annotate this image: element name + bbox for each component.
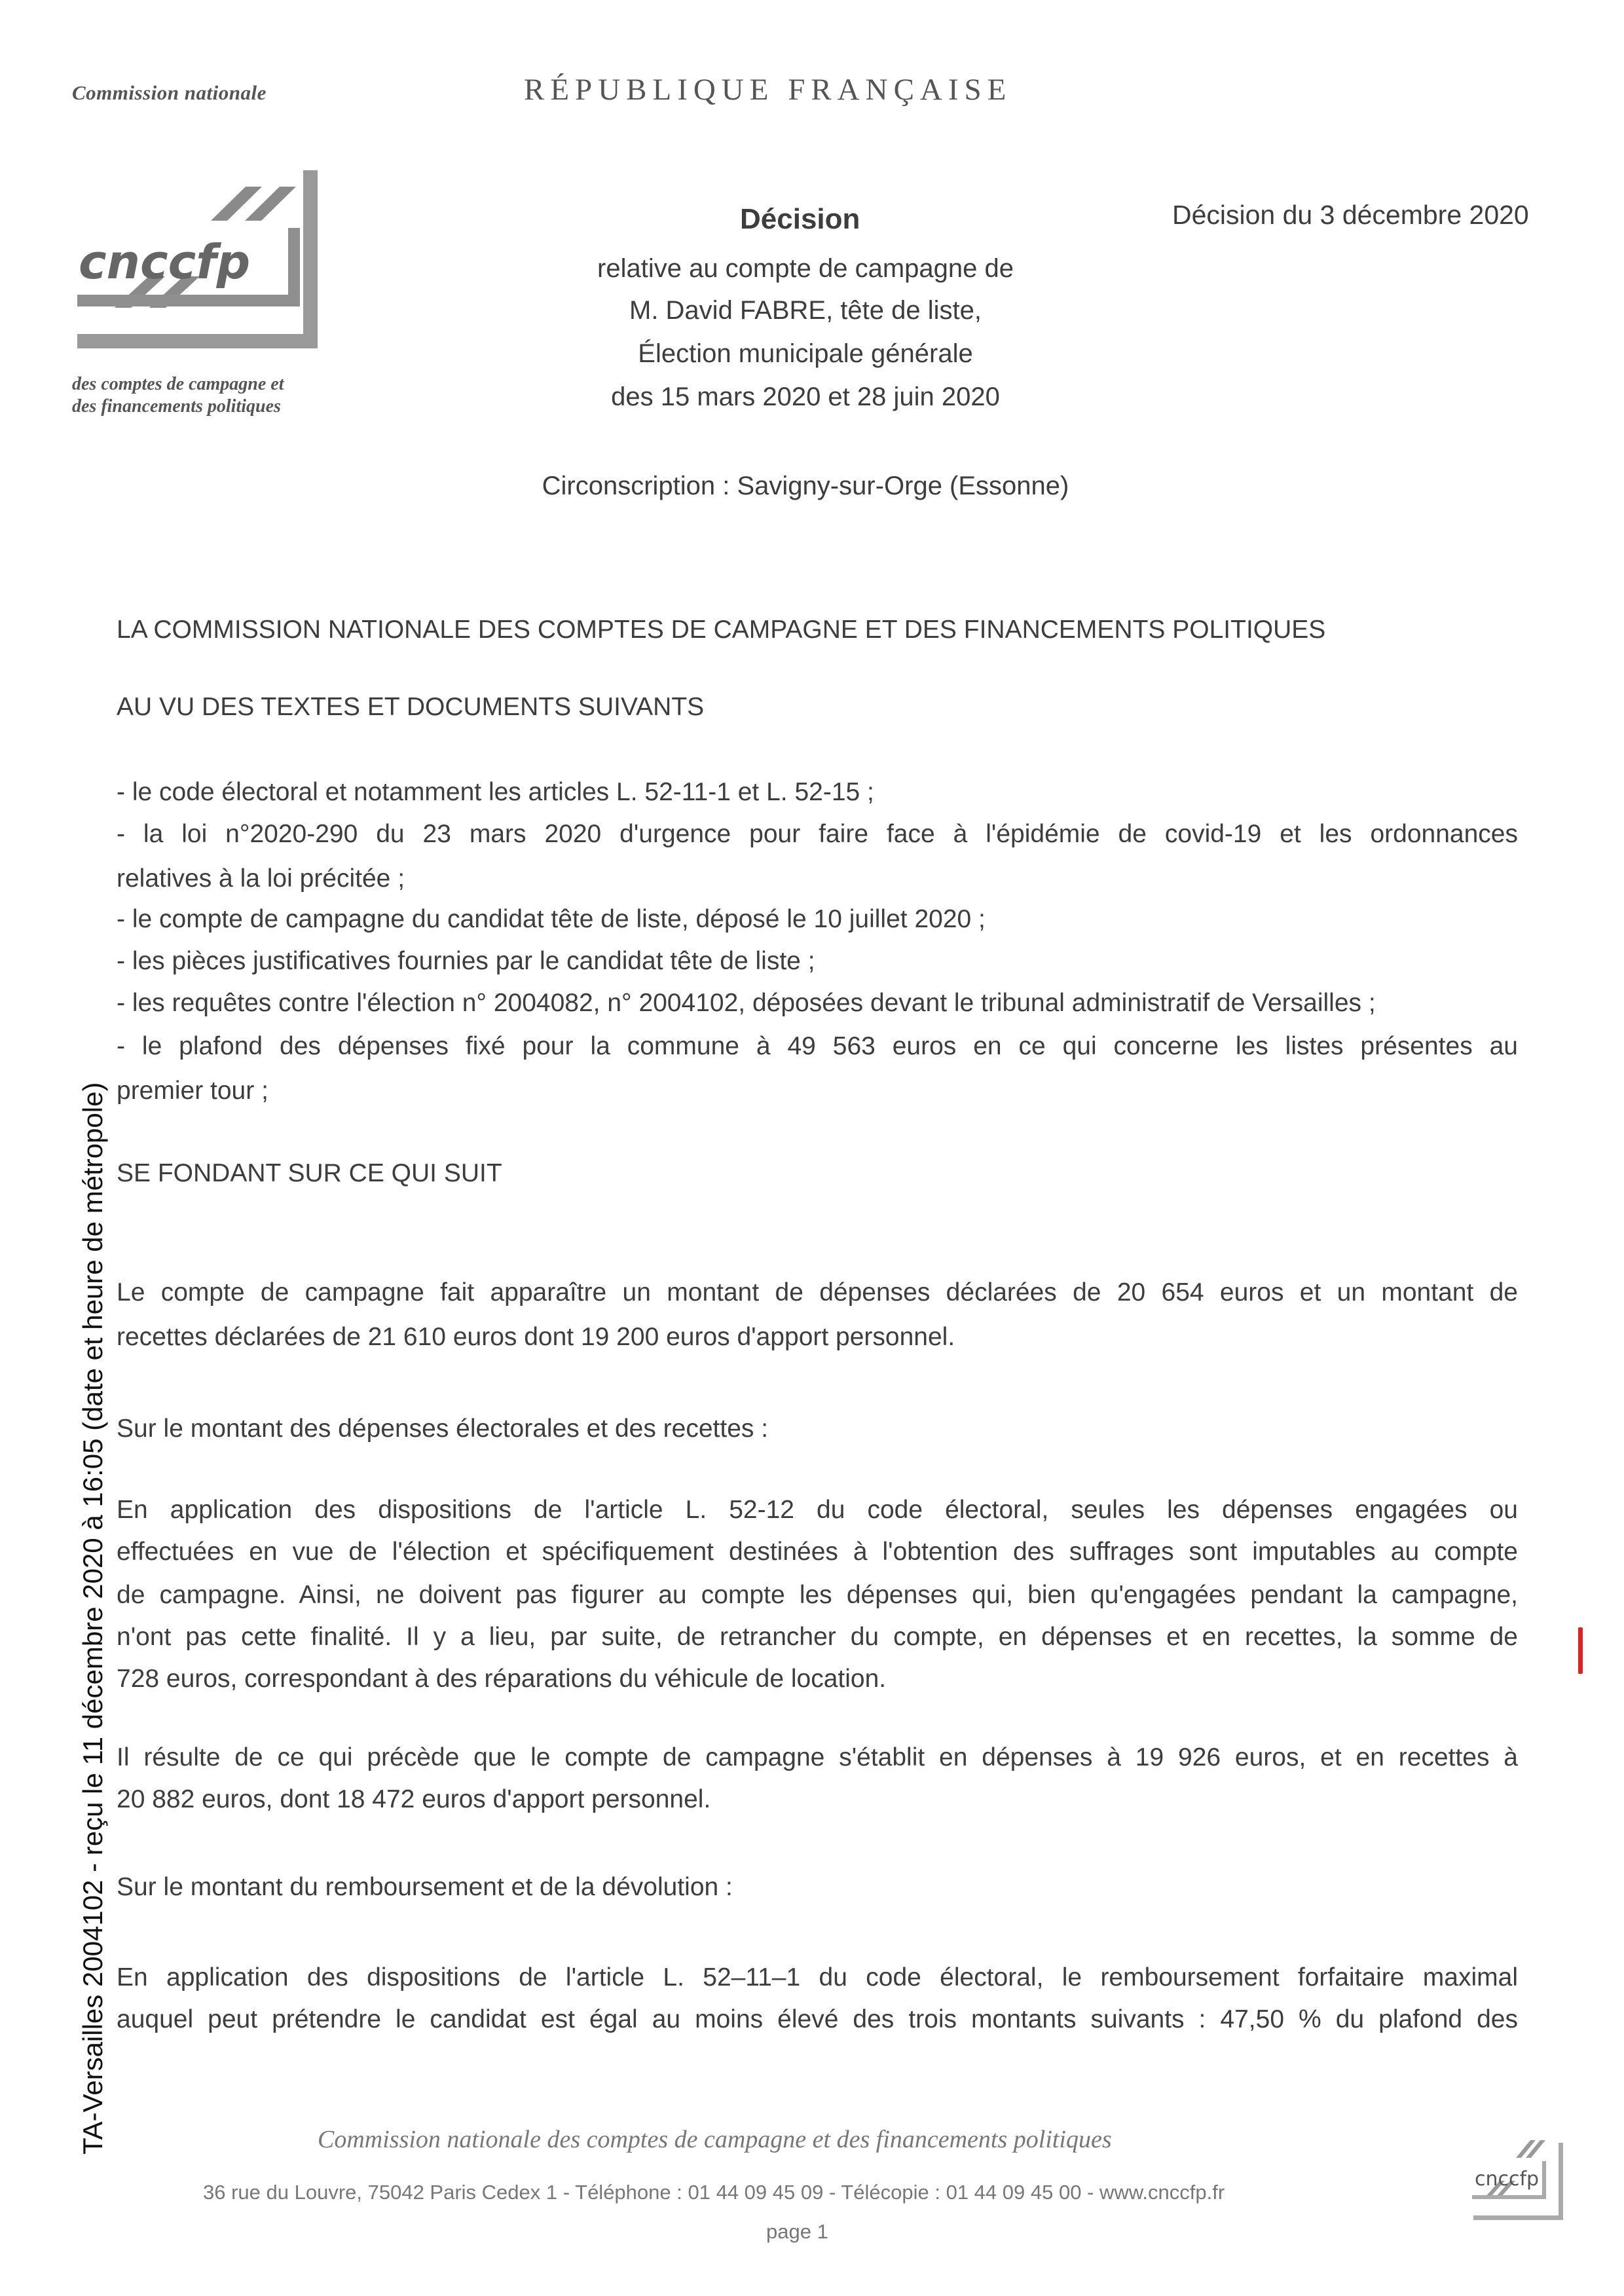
logo-bottom-line: des comptes de campagne et (72, 374, 284, 394)
footer-logo-word: cnccfp (1475, 2168, 1540, 2191)
vu-item: - les pièces justificatives fournies par le candidat tête de liste ; (117, 947, 815, 975)
logo-inner-hbar (77, 295, 300, 306)
logo-outer-vbar (303, 170, 318, 344)
vu-heading: AU VU DES TEXTES ET DOCUMENTS SUIVANTS (117, 693, 705, 721)
vu-item: - la loi n°2020-290 du 23 mars 2020 d'urgence pour faire face à l'épidémie de covid-19 et les ordonnances (117, 820, 1518, 848)
logo-outer-vbar (1559, 2143, 1563, 2220)
commission-heading: LA COMMISSION NATIONALE DES COMPTES DE CAMPAGNE ET DES FINANCEMENTS POLITIQUES (117, 616, 1326, 644)
para3-line: Il résulte de ce qui précède que le compte de campagne s'établit en dépenses à 19 926 euros, et en recettes à (117, 1743, 1518, 1771)
para4-line: auquel peut prétendre le candidat est égal au moins élevé des trois montants suivants : 47,50 % du plafond des (117, 2005, 1518, 2033)
logo-inner-hbar (1472, 2195, 1546, 2199)
section-depenses-heading: Sur le montant des dépenses électorales et des recettes : (117, 1415, 769, 1443)
footer-address: 36 rue du Louvre, 75042 Paris Cedex 1 - Téléphone : 01 44 09 45 09 - Télécopie : 01 44 09 45 00 - www.cnccfp.fr (203, 2181, 1225, 2204)
para1-line: Le compte de campagne fait apparaître un montant de dépenses déclarées de 20 654 euros et un montant de (117, 1278, 1518, 1306)
para1-line: recettes déclarées de 21 610 euros dont 19 200 euros d'apport personnel. (117, 1323, 955, 1351)
logo-bottom-line: des financements politiques (72, 396, 281, 417)
para2-line: 728 euros, correspondant à des réparations du véhicule de location. (117, 1665, 887, 1693)
para2-line: de campagne. Ainsi, ne doivent pas figurer au compte les dépenses qui, bien qu'engagées pendant la campagne, (117, 1581, 1518, 1609)
vu-item: - le plafond des dépenses fixé pour la commune à 49 563 euros en ce qui concerne les listes présentes au (117, 1032, 1518, 1060)
red-margin-mark (1578, 1627, 1583, 1674)
logo-bottom-text (72, 373, 284, 418)
para4-line: En application des dispositions de l'article L. 52–11–1 du code électoral, le remboursement forfaitaire maximal (117, 1963, 1518, 1991)
logo-top-text: Commission nationale (72, 81, 267, 104)
decision-subtitle (511, 0, 1100, 524)
logo-word: cnccfp (79, 234, 251, 289)
decision-title: Décision (740, 203, 860, 235)
republique-francaise-heading: RÉPUBLIQUE FRANÇAISE (524, 73, 1012, 107)
section-remboursement-heading: Sur le montant du remboursement et de la dévolution : (117, 1873, 733, 1901)
cnccfp-logo (72, 111, 321, 363)
subtitle-line: des 15 mars 2020 et 28 juin 2020 (611, 382, 1000, 411)
decision-date: Décision du 3 décembre 2020 (1172, 200, 1529, 230)
vu-item: premier tour ; (117, 1077, 268, 1105)
para2-line: n'ont pas cette finalité. Il y a lieu, par suite, de retrancher du compte, en dépenses et en recettes, la somme de (117, 1623, 1518, 1651)
para2-line: En application des dispositions de l'article L. 52-12 du code électoral, seules les dépenses engagées ou (117, 1496, 1518, 1524)
logo-outer-hbar (77, 334, 318, 348)
subtitle-line: M. David FABRE, tête de liste, (629, 296, 982, 325)
para2-line: effectuées en vue de l'élection et spécifiquement destinées à l'obtention des suffrages sont imputables au compte (117, 1538, 1518, 1566)
vu-item: - le compte de campagne du candidat tête de liste, déposé le 10 juillet 2020 ; (117, 905, 986, 933)
subtitle-line: relative au compte de campagne de (597, 254, 1014, 283)
vu-item: - les requêtes contre l'élection n° 2004082, n° 2004102, déposées devant le tribunal administratif de Versailles ; (117, 989, 1376, 1017)
footer-cnccfp-logo (1454, 2128, 1572, 2233)
circonscription: Circonscription : Savigny-sur-Orge (Essonne) (542, 472, 1069, 500)
footer-commission-name: Commission nationale des comptes de campagne et des financements politiques (318, 2126, 1112, 2153)
para3-line: 20 882 euros, dont 18 472 euros d'apport personnel. (117, 1785, 711, 1813)
logo-outer-hbar (1473, 2215, 1563, 2220)
subtitle-line: Élection municipale générale (638, 339, 973, 368)
page-number: page 1 (766, 2220, 828, 2243)
vu-item: - le code électoral et notamment les articles L. 52-11-1 et L. 52-15 ; (117, 778, 874, 806)
reception-stamp: TA-Versailles 2004102 - reçu le 11 décembre 2020 à 16:05 (date et heure de métropole) (77, 1082, 108, 2155)
logo-inner-vbar (1542, 2161, 1546, 2199)
vu-item: relatives à la loi précitée ; (117, 864, 405, 893)
fondant-heading: SE FONDANT SUR CE QUI SUIT (117, 1159, 502, 1187)
